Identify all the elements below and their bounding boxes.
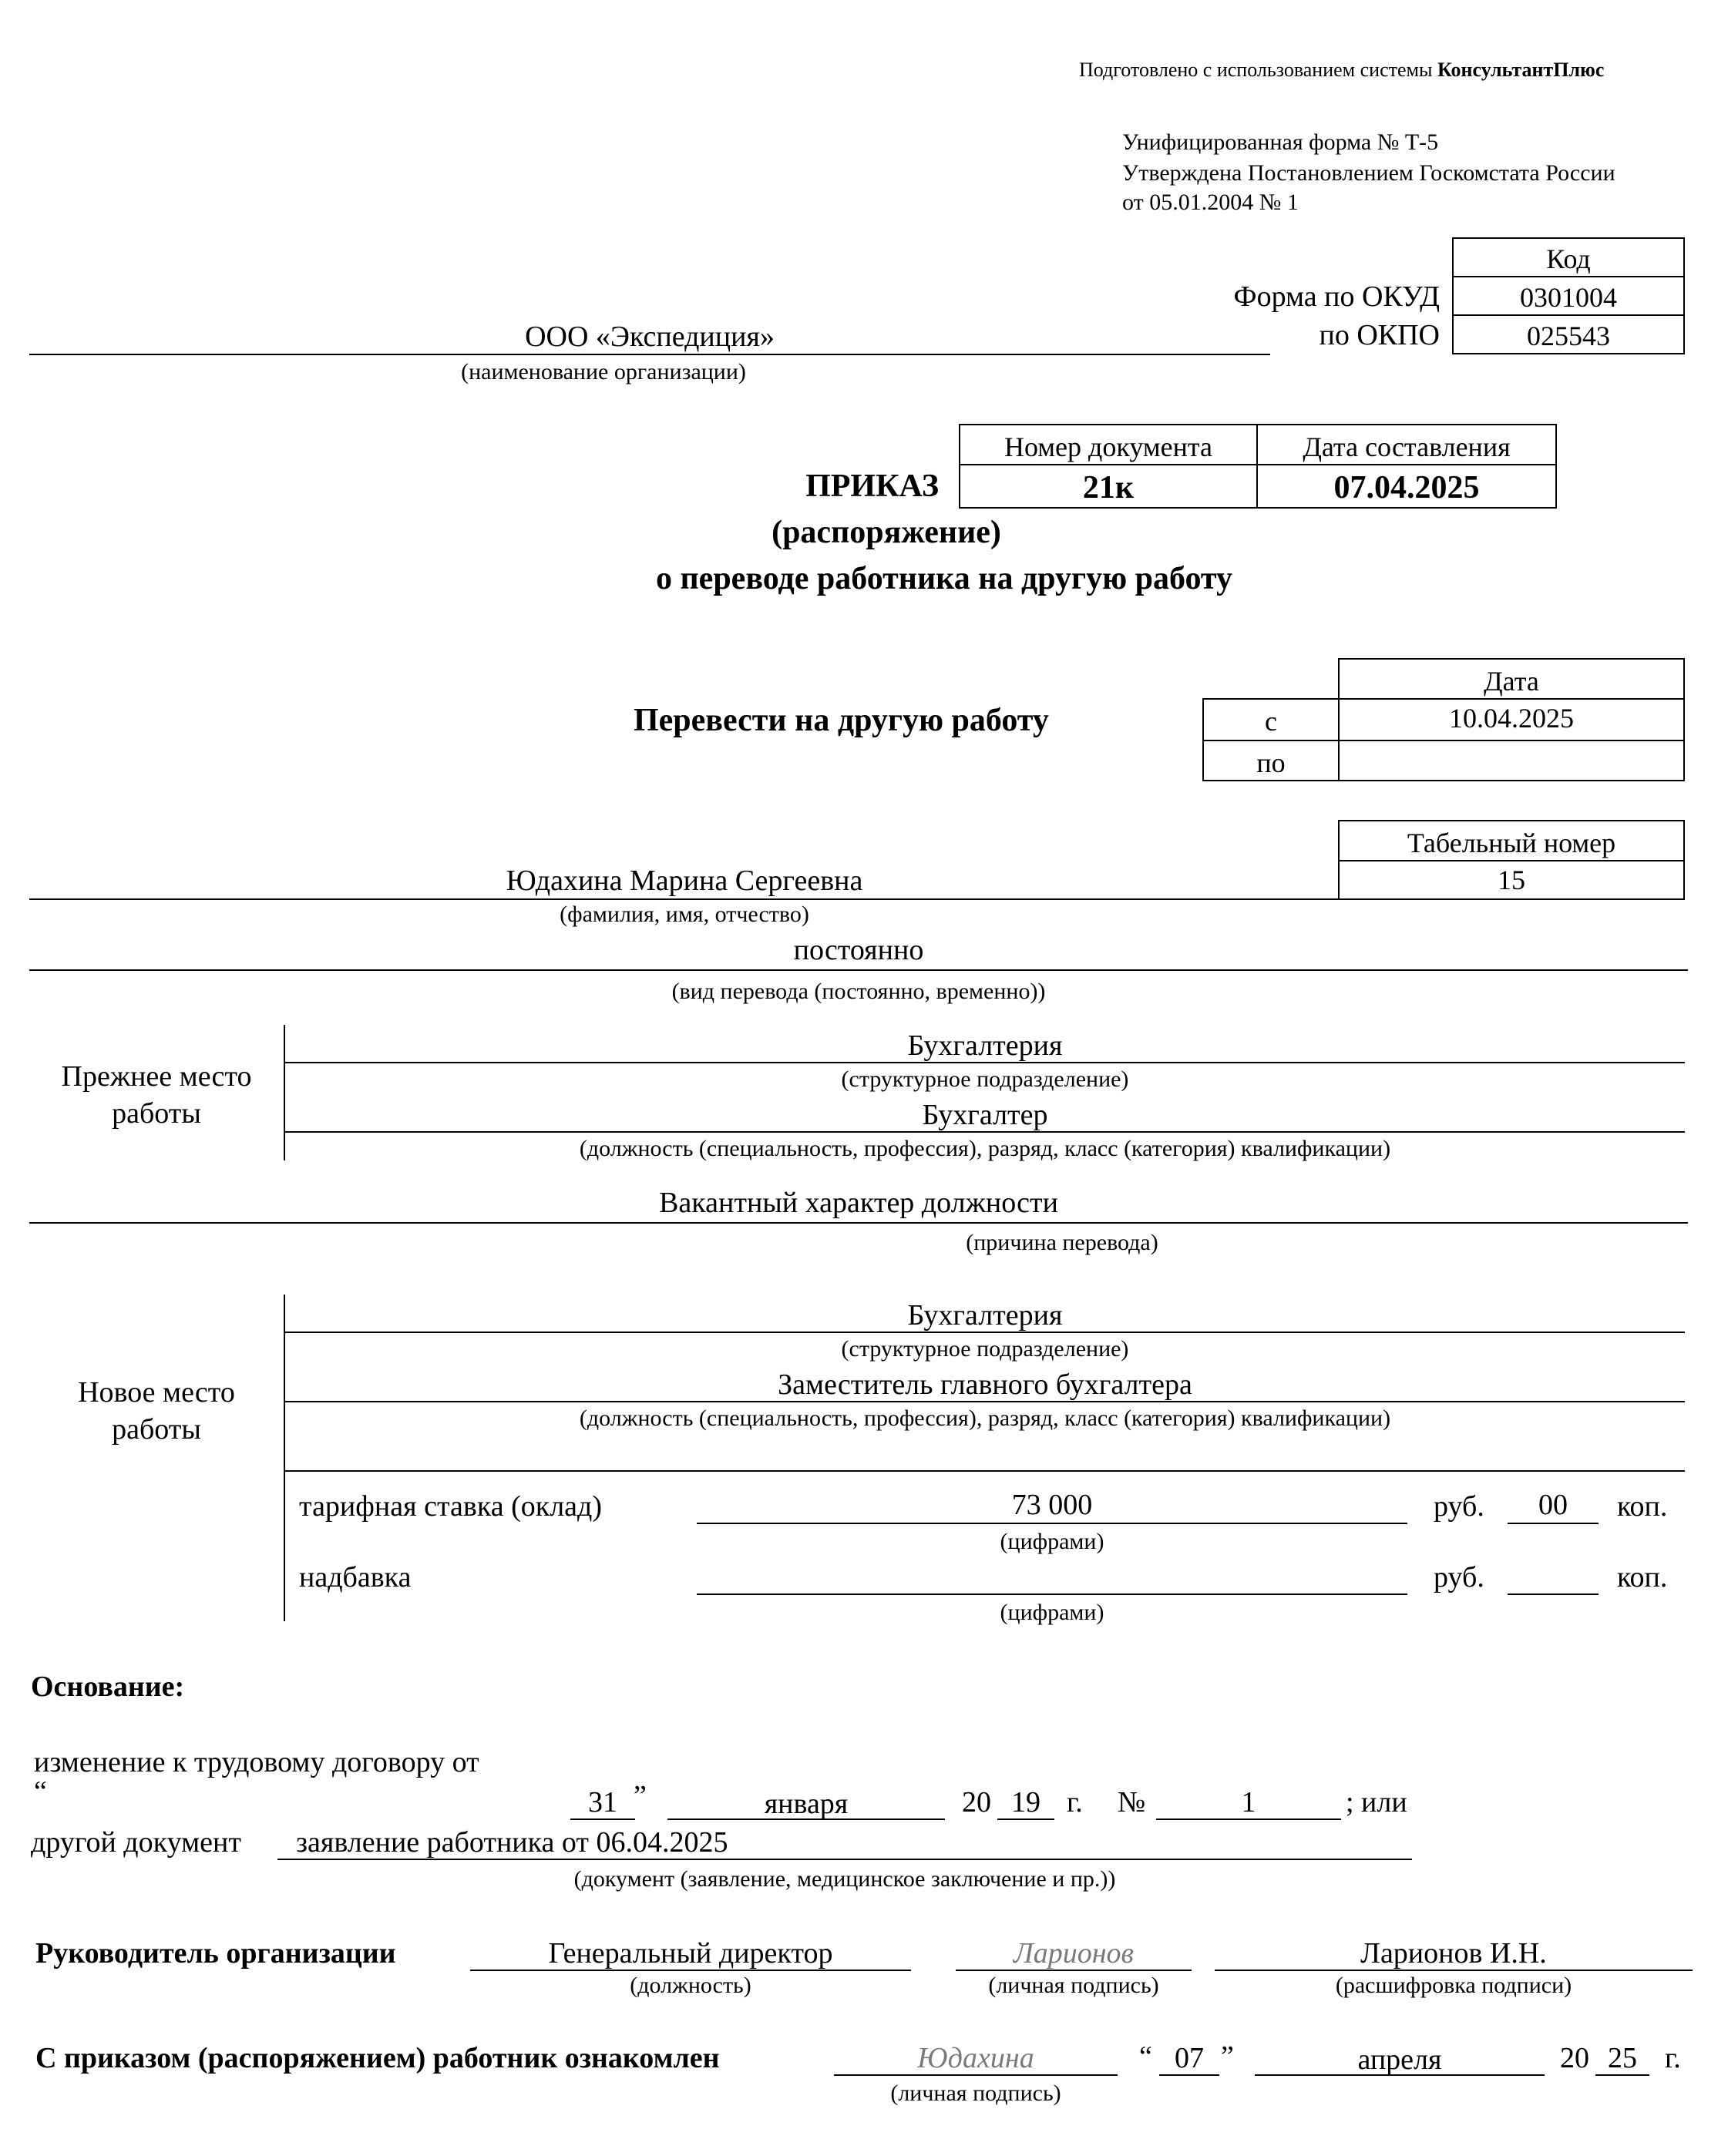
contract-number-line [1156,1818,1341,1820]
prepared-prefix: Подготовлено с использованием системы [1079,59,1437,81]
contract-quote-close: ” [634,1780,647,1812]
transfer-label: Перевести на другую работу [634,703,1049,738]
other-document-label: другой документ [31,1826,241,1859]
organization-caption: (наименование организации) [461,359,746,385]
transfer-to-label: по [1202,740,1340,781]
bonus-rub: руб. [1434,1561,1484,1593]
acknowledge-year-prefix: 20 [1560,2042,1589,2074]
transfer-type-caption: (вид перевода (постоянно, временно)) [671,979,1046,1004]
contract-day: 31 [588,1786,617,1818]
form-line-3: от 05.01.2004 № 1 [1122,190,1299,215]
form-line-1: Унифицированная форма № Т-5 [1122,129,1439,155]
rate-rub: руб. [1434,1490,1484,1523]
transfer-from-value: 10.04.2025 [1338,698,1685,741]
contract-num-sign: № [1118,1786,1146,1818]
bonus-kop-line [1508,1593,1599,1595]
okpo-label: по ОКПО [1319,319,1440,351]
acknowledge-label: С приказом (распоряжением) работник ознакомлен [35,2042,720,2074]
okpo-value: 025543 [1452,314,1685,354]
acknowledge-quote-close: ” [1221,2040,1234,2073]
doc-date-head: Дата составления [1256,424,1557,465]
basis-title: Основание: [31,1671,185,1703]
new-block-line [285,1470,1685,1472]
acknowledge-quote-open: “ [1139,2040,1152,2073]
head-signature: Ларионов [1013,1937,1135,1970]
head-position-caption: (должность) [630,1973,751,1998]
head-signature-line [956,1970,1192,1971]
previous-position-caption: (должность (специальность, профессия), разряд, класс (категория) квалификации) [579,1136,1391,1161]
acknowledge-month: апреля [1357,2043,1442,2076]
transfer-to-value [1338,740,1685,781]
head-signature-caption: (личная подпись) [988,1973,1159,1998]
transfer-from-label: с [1202,698,1340,741]
transfer-date-head: Дата [1338,658,1685,700]
acknowledge-day-line [1159,2074,1219,2076]
document-subtitle-1: (распоряжение) [772,515,1001,550]
form-line-2: Утверждена Постановлением Госкомстата России [1122,160,1615,186]
bonus-kop: коп. [1617,1561,1668,1593]
reason-caption: (причина перевода) [966,1230,1158,1255]
rate-label: тарифная ставка (оклад) [299,1490,603,1523]
bonus-label: надбавка [299,1561,412,1593]
document-subtitle-2: о переводе работника на другую работу [655,561,1232,596]
okud-value: 0301004 [1452,276,1685,316]
head-label: Руководитель организации [35,1937,396,1970]
okud-label: Форма по ОКУД [1233,280,1440,313]
acknowledge-signature: Юдахина [917,2042,1034,2074]
contract-or: ; или [1346,1786,1407,1818]
document-title: ПРИКАЗ [805,468,939,504]
acknowledge-signature-caption: (личная подпись) [890,2080,1061,2106]
other-document-value: заявление работника от 06.04.2025 [296,1826,728,1859]
rate-kop: коп. [1617,1490,1668,1523]
new-position-line [285,1401,1685,1402]
new-label-2: работы [112,1413,201,1446]
employee-name-caption: (фамилия, имя, отчество) [560,902,809,927]
tab-number-head: Табельный номер [1338,820,1685,861]
rate-kop-value: 00 [1538,1489,1568,1521]
acknowledge-day: 07 [1175,2042,1204,2074]
contract-number: 1 [1241,1786,1256,1818]
reason-value: Вакантный характер должности [659,1187,1058,1219]
contract-year-suffix: 19 [1011,1786,1040,1818]
bonus-line [697,1593,1407,1595]
organization-line [29,354,1270,355]
code-head: Код [1452,237,1685,277]
new-department-caption: (структурное подразделение) [841,1336,1129,1362]
employee-name: Юдахина Марина Сергеевна [506,865,863,897]
new-position-caption: (должность (специальность, профессия), разряд, класс (категория) квалификации) [579,1405,1391,1431]
other-document-caption: (документ (заявление, медицинское заключение и пр.)) [573,1866,1116,1892]
employee-name-line [29,898,1340,900]
contract-year-prefix: 20 [962,1786,991,1818]
head-decoding-caption: (расшифровка подписи) [1335,1973,1572,1998]
head-position-line [470,1970,911,1971]
previous-label-1: Прежнее место [61,1060,252,1093]
doc-date: 07.04.2025 [1256,464,1557,509]
contract-month-line [667,1818,945,1820]
contract-month: января [764,1788,849,1820]
acknowledge-signature-line [834,2074,1118,2076]
doc-number-head: Номер документа [959,424,1258,465]
previous-position: Бухгалтер [922,1099,1048,1131]
tab-number-value: 15 [1338,860,1685,900]
rate-value: 73 000 [1011,1489,1093,1521]
new-department-line [285,1332,1685,1333]
rate-kop-line [1508,1523,1599,1524]
previous-position-line [285,1131,1685,1133]
prepared-brand: КонсультантПлюс [1437,59,1605,81]
rate-caption: (цифрами) [1000,1529,1104,1554]
previous-label-2: работы [112,1097,201,1130]
contract-day-line [570,1818,635,1820]
new-label-1: Новое место [78,1376,235,1409]
prepared-note [1079,60,1604,80]
acknowledge-year-suffix: 25 [1608,2042,1637,2074]
new-department: Бухгалтерия [907,1299,1063,1332]
contract-year-g: г. [1067,1786,1083,1818]
other-document-line [277,1859,1412,1860]
acknowledge-month-line [1255,2074,1545,2076]
contract-year-line [997,1818,1054,1820]
acknowledge-year-g: г. [1665,2042,1681,2074]
new-position: Заместитель главного бухгалтера [778,1368,1192,1401]
transfer-type: постоянно [793,934,924,966]
previous-department: Бухгалтерия [907,1029,1063,1062]
acknowledge-year-line [1595,2074,1649,2076]
contract-text: изменение к трудовому договору от [34,1746,479,1778]
reason-line [29,1222,1688,1224]
bonus-caption: (цифрами) [1000,1600,1104,1625]
head-decoding-line [1215,1970,1693,1971]
head-position: Генеральный директор [548,1937,833,1970]
previous-department-line [285,1062,1685,1063]
doc-number: 21к [959,464,1258,509]
organization-name: ООО «Экспедиция» [525,321,775,353]
contract-quote-open: “ [34,1775,47,1808]
rate-line [697,1523,1407,1524]
transfer-type-line [29,969,1688,971]
previous-department-caption: (структурное подразделение) [841,1066,1129,1092]
head-decoding: Ларионов И.Н. [1360,1937,1547,1970]
